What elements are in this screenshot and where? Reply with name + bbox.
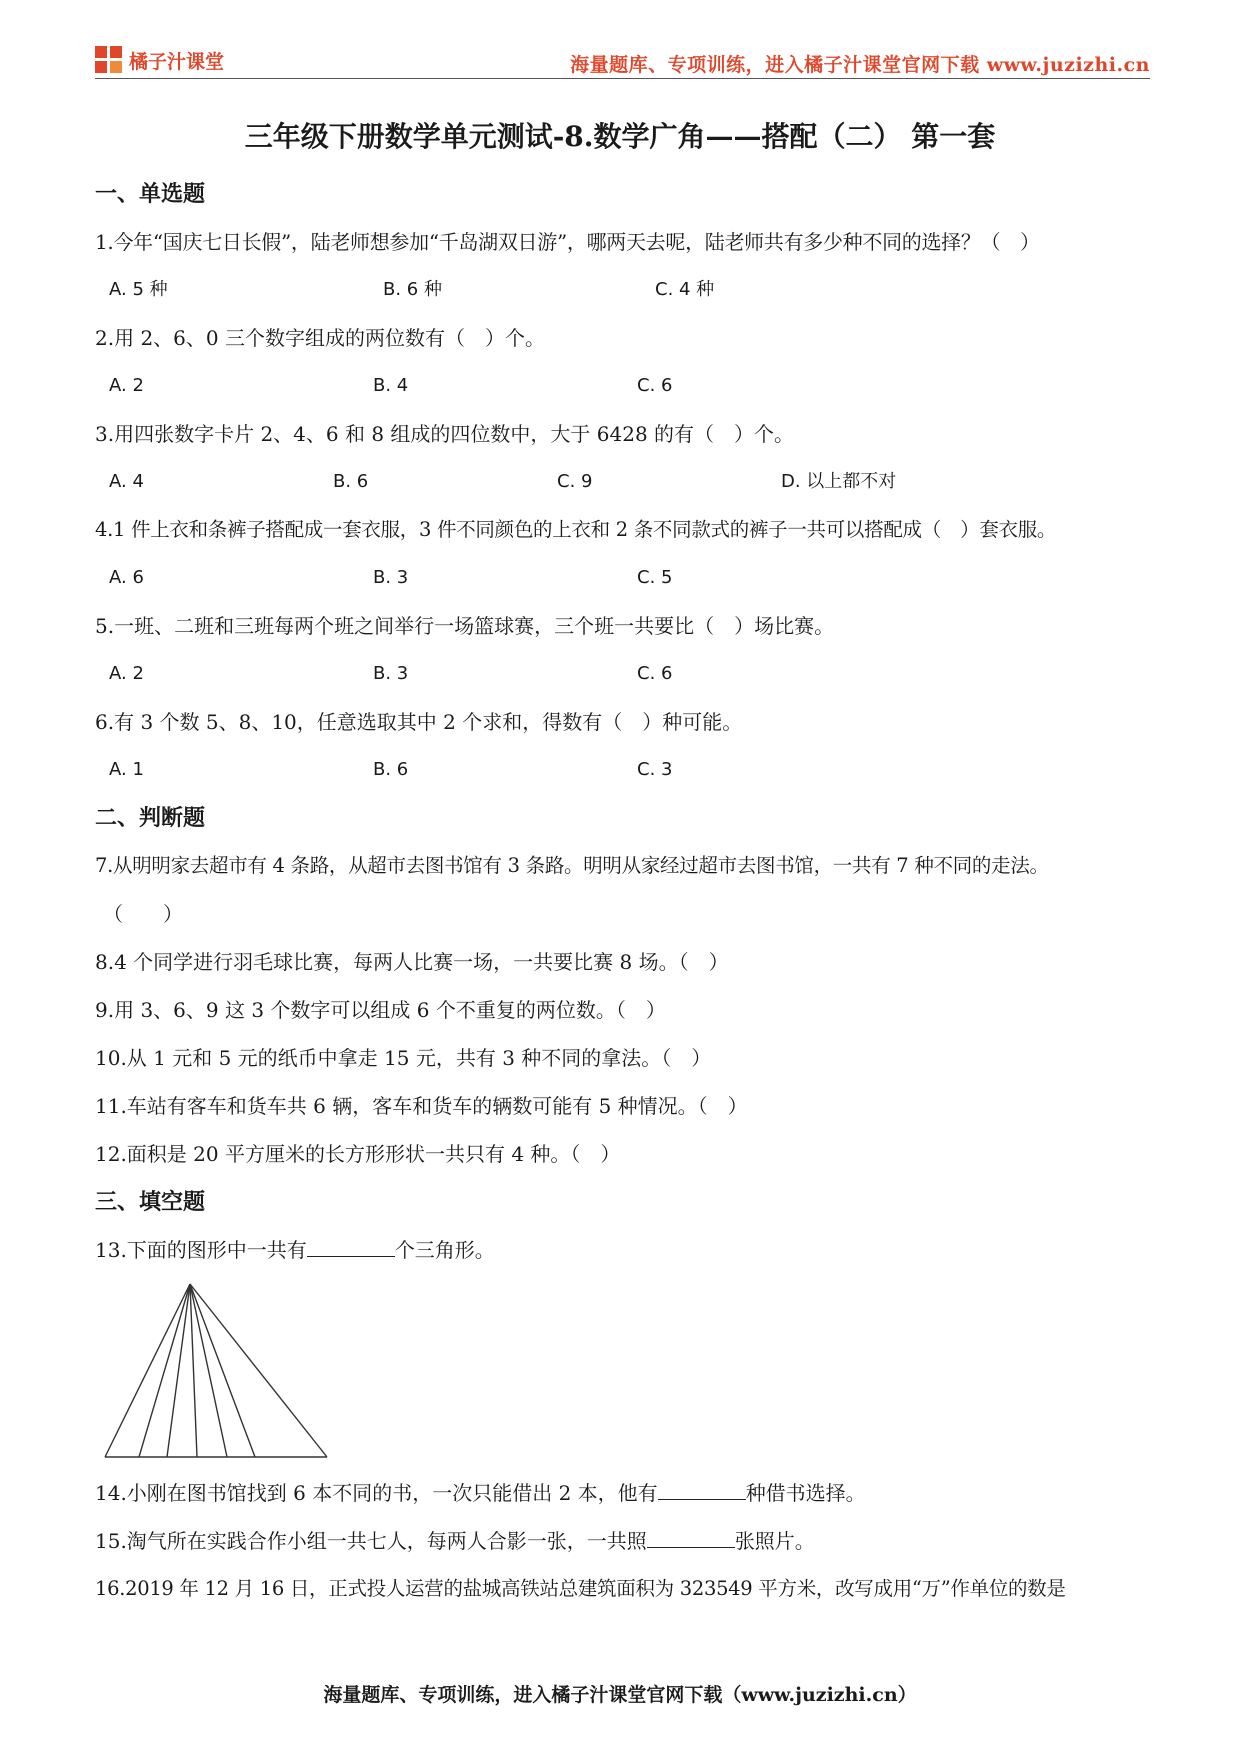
question-15-text-post: 张照片。 [734,1529,815,1553]
logo [95,46,224,74]
question-3: 3.用四张数字卡片 2、4、6 和 8 组成的四位数中，大于 6428 的有（ ）个。 [95,422,795,446]
question-3-options [95,458,1155,506]
option-c[interactable]: C. 6 [637,375,673,396]
fan-triangle-diagram [95,1274,335,1469]
option-b[interactable]: B. 3 [373,663,409,684]
option-b[interactable]: B. 6 [373,759,409,780]
section-single-choice: 一、单选题 [95,181,206,207]
figure-line [139,1284,190,1457]
question-14 [95,1469,1155,1517]
question-14-text-pre: 14.小刚在图书馆找到 6 本不同的书，一次只能借出 2 本，他有 [95,1481,658,1505]
option-b[interactable]: B. 4 [373,375,409,396]
question-1: 1.今年“国庆七日长假”，陆老师想参加“千岛湖双日游”，哪两天去呢，陆老师共有多少种不同的选择？（ ） [95,230,1040,254]
question-6-options [95,746,1155,794]
answer-blank[interactable] [307,1234,395,1257]
option-c[interactable]: C. 6 [637,663,673,684]
question-5-options [95,650,1155,698]
triangle-figure [95,1274,1155,1469]
question-7: 7.从明明家去超市有 4 条路，从超市去图书馆有 3 条路。明明从家经过超市去图书馆，一共有 7 种不同的走法。 [95,854,1049,877]
question-12: 12.面积是 20 平方厘米的长方形形状一共只有 4 种。（ ） [95,1142,621,1166]
question-4: 4.1 件上衣和条裤子搭配成一套衣服，3 件不同颜色的上衣和 2 条不同款式的裤子一共可以搭配成（ ）套衣服。 [95,518,1057,541]
question-4-options [95,554,1155,602]
option-c[interactable]: C. 4 种 [655,279,715,300]
logo-text: 橘子汁课堂 [129,50,225,73]
option-a[interactable]: A. 4 [109,471,144,492]
question-2-options [95,362,1155,410]
option-a[interactable]: A. 6 [109,567,144,588]
option-b[interactable]: B. 3 [373,567,409,588]
page-header [95,38,1150,79]
question-15 [95,1517,1155,1565]
question-5: 5.一班、二班和三班每两个班之间举行一场篮球赛，三个班一共要比（ ）场比赛。 [95,614,835,638]
section-true-false: 二、判断题 [95,805,206,831]
figure-line [190,1284,327,1457]
question-7-answer-paren[interactable]: （ ） [103,902,183,926]
option-c[interactable]: C. 9 [557,471,593,492]
question-13 [95,1226,1155,1274]
question-9: 9.用 3、6、9 这 3 个数字可以组成 6 个不重复的两位数。（ ） [95,998,666,1022]
worksheet-body [95,170,1155,1613]
logo-icon [95,46,123,74]
page-footer: 海量题库、专项训练，进入橘子汁课堂官网下载（www.juzizhi.cn） [323,1684,917,1706]
question-15-text-pre: 15.淘气所在实践合作小组一共七人，每两人合影一张，一共照 [95,1529,647,1553]
question-2: 2.用 2、6、0 三个数字组成的两位数有（ ）个。 [95,326,545,350]
option-a[interactable]: A. 2 [109,375,144,396]
question-13-text-pre: 13.下面的图形中一共有 [95,1238,307,1262]
figure-line [190,1284,255,1457]
question-11: 11.车站有客车和货车共 6 辆，客车和货车的辆数可能有 5 种情况。（ ） [95,1094,748,1118]
option-a[interactable]: A. 2 [109,663,144,684]
question-10: 10.从 1 元和 5 元的纸币中拿走 15 元，共有 3 种不同的拿法。（ ） [95,1046,712,1070]
question-13-text-post: 个三角形。 [394,1238,495,1262]
figure-line [167,1284,190,1457]
option-a[interactable]: A. 1 [109,759,144,780]
question-1-options [95,266,1155,314]
option-a[interactable]: A. 5 种 [109,279,168,300]
question-16: 16.2019 年 12 月 16 日，正式投人运营的盐城高铁站总建筑面积为 323549 平方米，改写成用“万”作单位的数是 [95,1577,1066,1600]
option-b[interactable]: B. 6 种 [383,279,442,300]
question-8: 8.4 个同学进行羽毛球比赛，每两人比赛一场，一共要比赛 8 场。（ ） [95,950,729,974]
question-14-text-post: 种借书选择。 [745,1481,866,1505]
figure-line [105,1284,190,1457]
option-d[interactable]: D. 以上都不对 [781,471,897,492]
option-b[interactable]: B. 6 [333,471,369,492]
option-c[interactable]: C. 5 [637,567,673,588]
question-6: 6.有 3 个数 5、8、10，任意选取其中 2 个求和，得数有（ ）种可能。 [95,710,743,734]
section-fill-blank: 三、填空题 [95,1189,206,1215]
option-c[interactable]: C. 3 [637,759,673,780]
answer-blank[interactable] [658,1477,746,1500]
answer-blank[interactable] [647,1525,735,1548]
page-title: 三年级下册数学单元测试-8.数学广角——搭配（二） 第一套 [244,120,996,153]
header-slogan[interactable]: 海量题库、专项训练，进入橘子汁课堂官网下载 www.juzizhi.cn [570,54,1150,76]
